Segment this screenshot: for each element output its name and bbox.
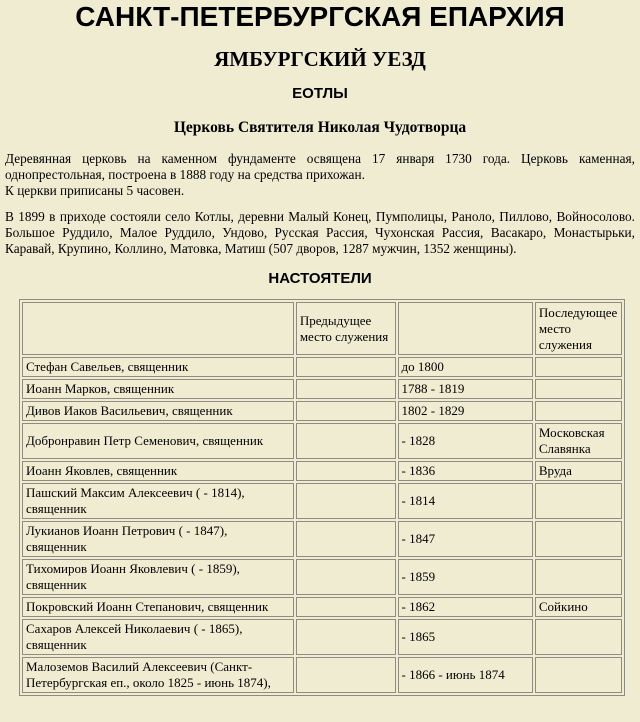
- description-line-2: К церкви приписаны 5 часовен.: [5, 183, 185, 198]
- priest-name-cell: Сахаров Алексей Николаевич ( - 1865), священник: [22, 619, 294, 655]
- church-title: Церковь Святителя Николая Чудотворца: [173, 119, 467, 136]
- previous-place-cell: [296, 401, 396, 421]
- next-place-cell: [535, 657, 622, 693]
- previous-place-cell: [296, 559, 396, 595]
- previous-place-cell: [296, 597, 396, 617]
- priest-name-cell: Малоземов Василий Алексеевич (Санкт-Петербургская еп., около 1825 - июнь 1874),: [22, 657, 294, 693]
- table-row: [22, 597, 622, 617]
- years-cell: - 1862: [398, 597, 533, 617]
- priest-name-cell: Лукианов Иоанн Петрович ( - 1847), священник: [22, 521, 294, 557]
- years-cell: до 1800: [398, 357, 533, 377]
- parish-villages-paragraph: В 1899 в приходе состояли село Котлы, деревни Малый Конец, Пумполицы, Раноло, Пиллово, Войносолово. Большое Руддило, Малое Руддило, Ундово, Русская Рассия, Чухонская Рассия, Васакаро, Монастырьки, Каравай, Крупино, Коллино, Матовка, Матиш (507 дворов, 1287 мужчин, 1352 женщины).: [5, 209, 635, 256]
- table-row: [22, 423, 622, 459]
- header-cell-years: [398, 302, 533, 355]
- priest-name-cell: Иоанн Марков, священник: [22, 379, 294, 399]
- table-row: [22, 483, 622, 519]
- next-place-cell: Московская Славянка: [535, 423, 622, 459]
- next-place-cell: [535, 401, 622, 421]
- previous-place-cell: [296, 357, 396, 377]
- years-cell: 1802 - 1829: [398, 401, 533, 421]
- years-cell: - 1859: [398, 559, 533, 595]
- previous-place-cell: [296, 483, 396, 519]
- priest-name-cell: Дивов Иаков Васильевич, священник: [22, 401, 294, 421]
- years-cell: - 1836: [398, 461, 533, 481]
- table-row: [22, 357, 622, 377]
- next-place-cell: [535, 379, 622, 399]
- church-description: [5, 151, 635, 199]
- district-title: ЯМБУРГСКИЙ УЕЗД: [214, 47, 426, 71]
- years-cell: - 1814: [398, 483, 533, 519]
- previous-place-cell: [296, 461, 396, 481]
- next-place-cell: [535, 559, 622, 595]
- diocese-title: САНКТ-ПЕТЕРБУРГСКАЯ ЕПАРХИЯ: [75, 1, 565, 32]
- page: [0, 2, 640, 696]
- priests-table: [19, 299, 625, 696]
- header-cell-name: [22, 302, 294, 355]
- priest-name-cell: Тихомиров Иоанн Яковлевич ( - 1859), священник: [22, 559, 294, 595]
- years-cell: - 1828: [398, 423, 533, 459]
- table-row: [22, 521, 622, 557]
- description-line-1: Деревянная церковь на каменном фундаменте освящена 17 января 1730 года. Церковь каменная, однопрестольная, построена в 1888 году на средства прихожан.: [5, 151, 635, 182]
- next-place-cell: [535, 483, 622, 519]
- priest-name-cell: Иоанн Яковлев, священник: [22, 461, 294, 481]
- table-row: [22, 657, 622, 693]
- next-place-cell: Вруда: [535, 461, 622, 481]
- priest-name-cell: Стефан Савельев, священник: [22, 357, 294, 377]
- priest-name-cell: Пашский Максим Алексеевич ( - 1814), священник: [22, 483, 294, 519]
- next-place-cell: [535, 619, 622, 655]
- section-title: НАСТОЯТЕЛИ: [268, 270, 372, 287]
- priest-name-cell: Покровский Иоанн Степанович, священник: [22, 597, 294, 617]
- years-cell: 1788 - 1819: [398, 379, 533, 399]
- table-header-row: [22, 302, 622, 355]
- next-place-cell: Сойкино: [535, 597, 622, 617]
- years-cell: - 1865: [398, 619, 533, 655]
- table-row: [22, 379, 622, 399]
- previous-place-cell: [296, 521, 396, 557]
- next-place-cell: [535, 357, 622, 377]
- previous-place-cell: [296, 619, 396, 655]
- header-cell-previous-place: Предыдущее место служения: [296, 302, 396, 355]
- previous-place-cell: [296, 657, 396, 693]
- previous-place-cell: [296, 379, 396, 399]
- next-place-cell: [535, 521, 622, 557]
- years-cell: - 1866 - июнь 1874: [398, 657, 533, 693]
- parish-title: ЕОТЛЫ: [292, 85, 348, 102]
- priest-name-cell: Добронравин Петр Семенович, священник: [22, 423, 294, 459]
- years-cell: - 1847: [398, 521, 533, 557]
- table-row: [22, 559, 622, 595]
- table-row: [22, 461, 622, 481]
- previous-place-cell: [296, 423, 396, 459]
- table-row: [22, 401, 622, 421]
- header-cell-next-place: Последующее место служения: [535, 302, 622, 355]
- table-row: [22, 619, 622, 655]
